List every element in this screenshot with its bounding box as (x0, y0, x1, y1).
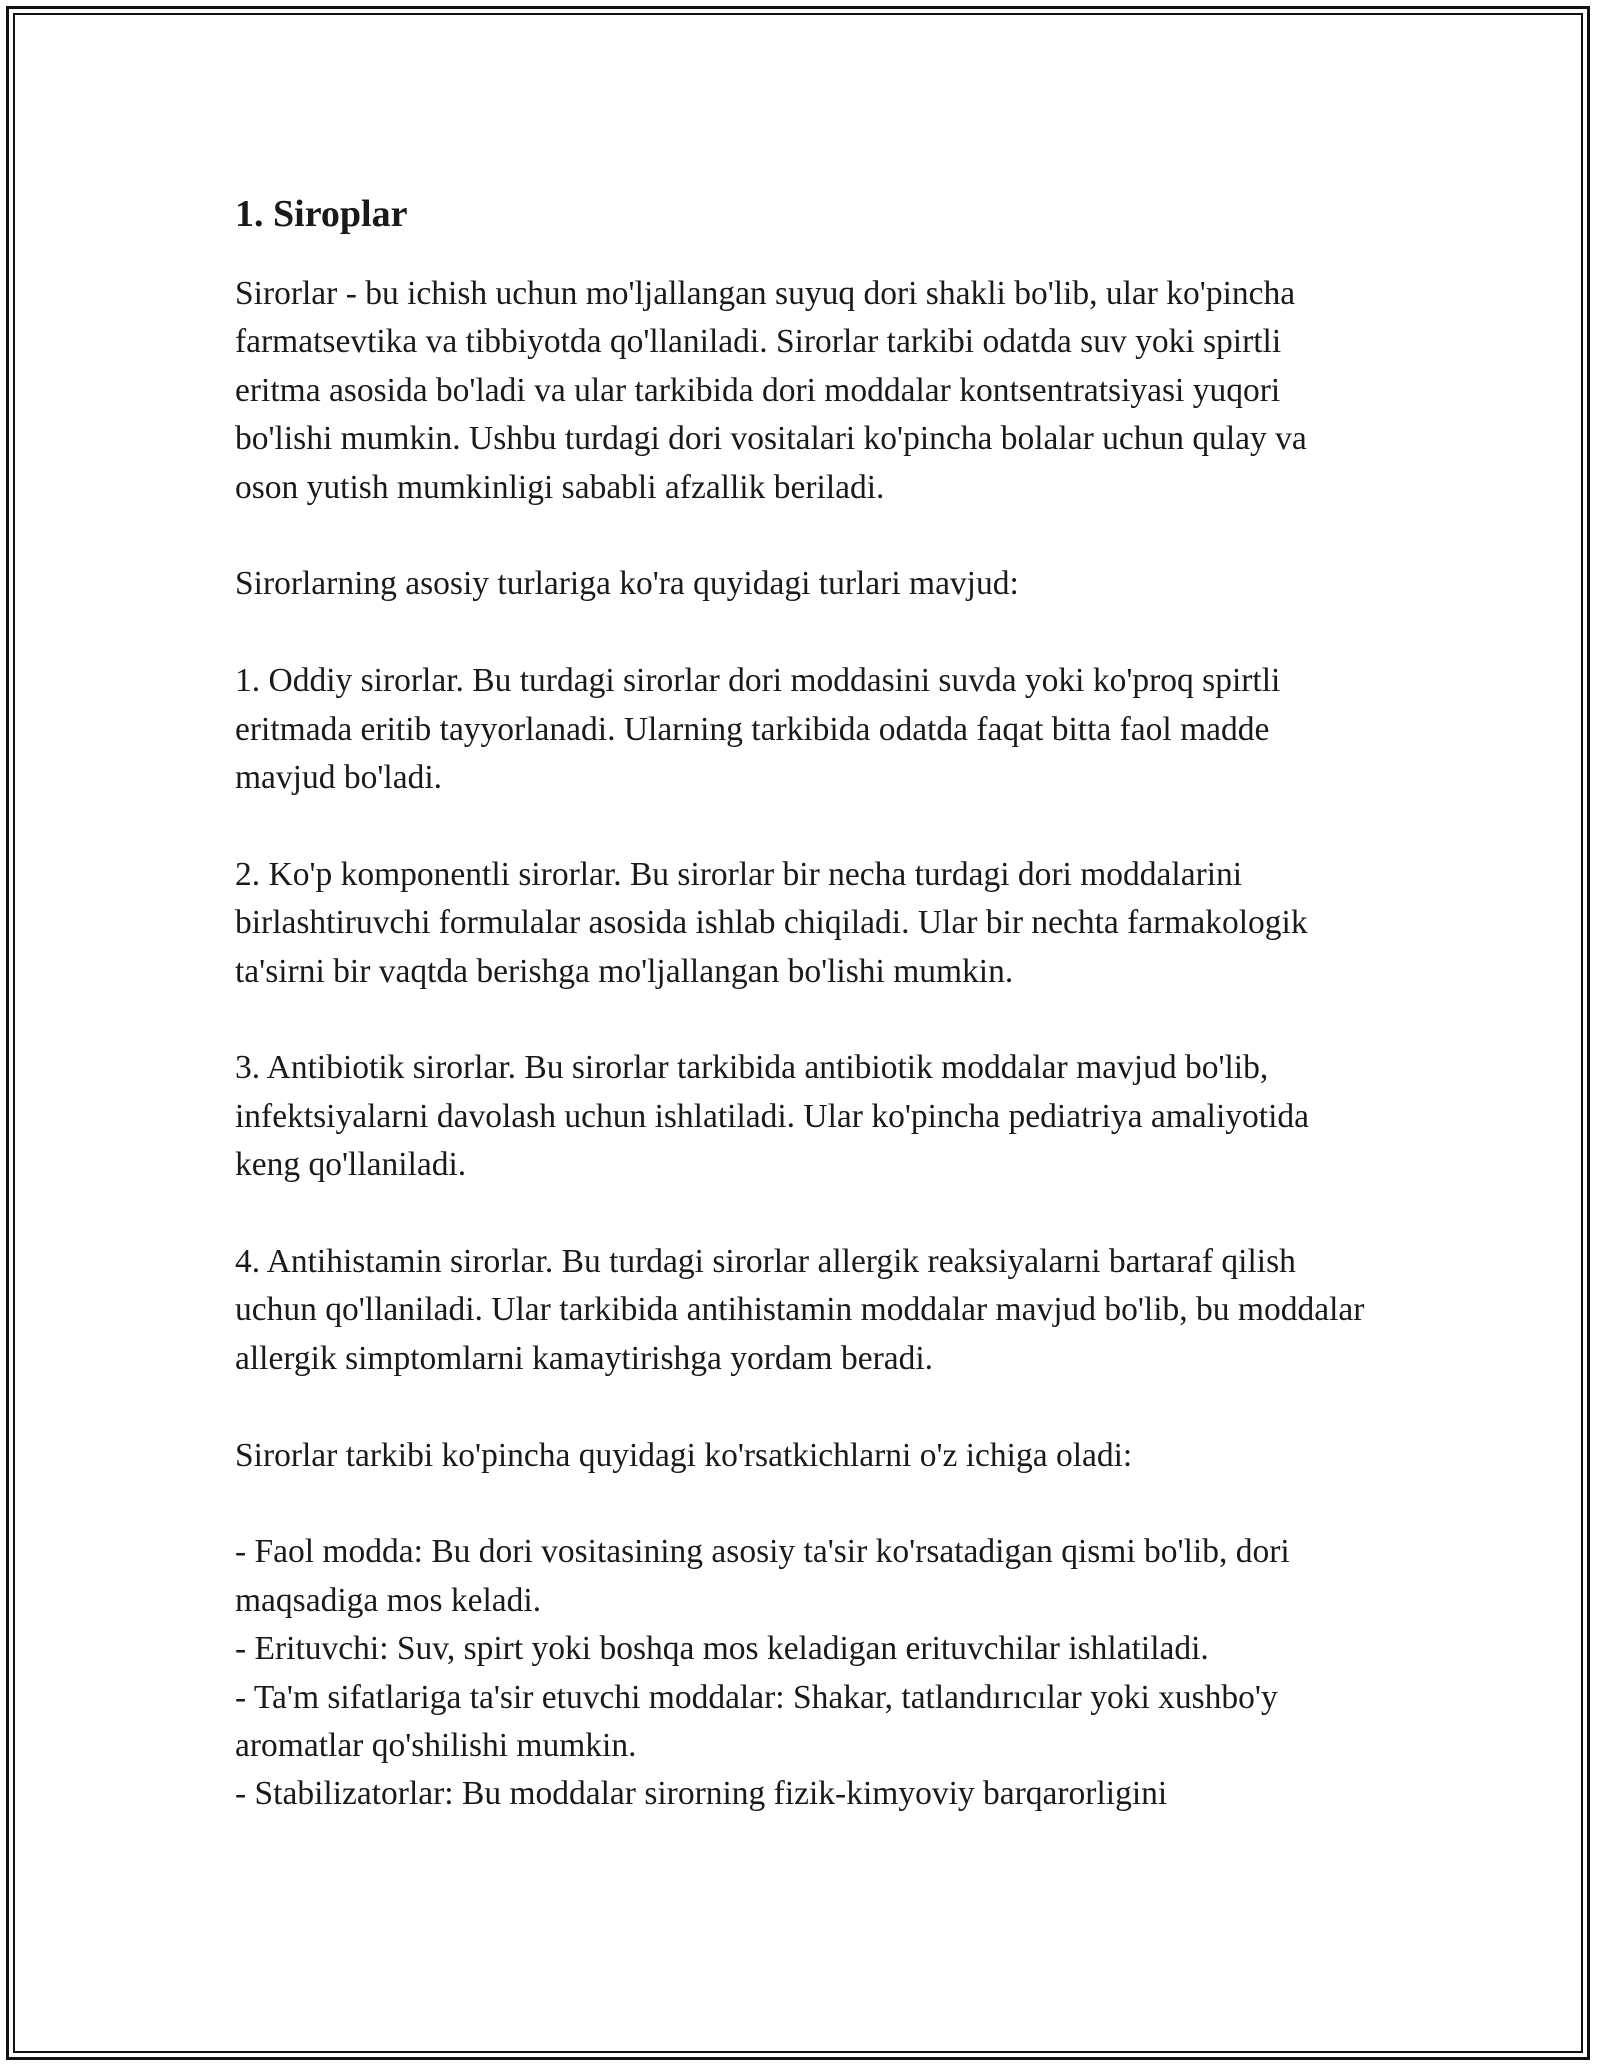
component-item-3: - Ta'm sifatlariga ta'sir etuvchi moddalar: Shakar, tatlandırıcılar yoki xushbo'y aromatlar qo'shilishi mumkin. (235, 1678, 1278, 1765)
type-item-3: 3. Antibiotik sirorlar. Bu sirorlar tarkibida antibiotik moddalar mavjud bo'lib, infektsiyalarni davolash uchun ishlatiladi. Ular ko'pincha pediatriya amaliyotida keng qo'llaniladi. (235, 1049, 1309, 1184)
types-lead-paragraph: Sirorlarning asosiy turlariga ko'ra quyidagi turlari mavjud: (235, 565, 1019, 603)
type-item-4: 4. Antihistamin sirorlar. Bu turdagi sirorlar allergik reaksiyalarni bartaraf qilish uchun qo'llaniladi. Ular tarkibida antihistamin moddalar mavjud bo'lib, bu moddalar allergik simptomlarni kamaytirishga yordam beradi. (235, 1243, 1365, 1377)
document-body (235, 188, 1375, 1819)
component-item-4: - Stabilizatorlar: Bu moddalar sirorning fizik-kimyoviy barqarorligini (235, 1775, 1168, 1813)
type-item-2: 2. Ko'p komponentli sirorlar. Bu sirorlar bir necha turdagi dori moddalarini birlashtiruvchi formulalar asosida ishlab chiqiladi. Ular bir nechta farmakologik ta'sirni bir vaqtda berishga mo'ljallangan bo'lishi mumkin. (235, 855, 1308, 990)
type-item-1: 1. Oddiy sirorlar. Bu turdagi sirorlar dori moddasini suvda yoki ko'proq spirtli eritmada eritib tayyorlanadi. Ularning tarkibida odatda faqat bitta faol madde mavjud bo'ladi. (235, 662, 1281, 797)
section-heading: 1. Siroplar (235, 193, 408, 235)
components-list (235, 1528, 1375, 1818)
components-lead-paragraph: Sirorlar tarkibi ko'pincha quyidagi ko'rsatkichlarni o'z ichiga oladi: (235, 1436, 1133, 1474)
component-item-2: - Erituvchi: Suv, spirt yoki boshqa mos keladigan erituvchilar ishlatiladi. (235, 1630, 1209, 1668)
component-item-1: - Faol modda: Bu dori vositasining asosiy ta'sir ko'rsatadigan qismi bo'lib, dori maqsadiga mos keladi. (235, 1533, 1290, 1619)
intro-paragraph: Sirorlar - bu ichish uchun mo'ljallangan suyuq dori shakli bo'lib, ular ko'pincha farmatsevtika va tibbiyotda qo'llaniladi. Sirorlar tarkibi odatda suv yoki spirtli eritma asosida bo'ladi va ular tarkibida dori moddalar kontsentratsiyasi yuqori bo'lishi mumkin. Ushbu turdagi dori vositalari ko'pincha bolalar uchun qulay va oson yutish mumkinligi sababli afzallik beriladi. (235, 275, 1307, 506)
